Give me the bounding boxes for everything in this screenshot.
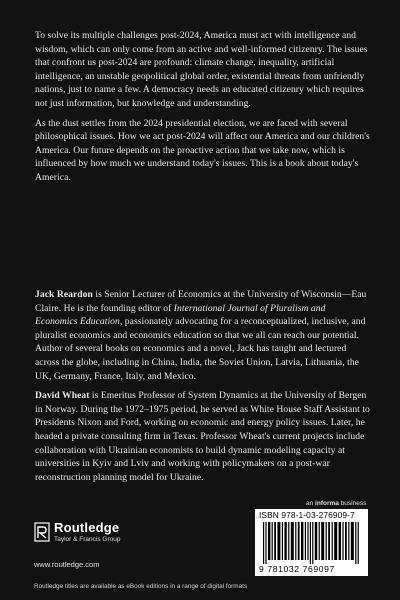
author-name: Jack Reardon — [35, 289, 93, 300]
journal-title: International Journal of Pluralism and Economics Education — [35, 302, 326, 328]
blurb-paragraph-2: As the dust settles from the 2024 presidential election, we are faced with several philosophical issues. How we act post-2024 will affect our America and our children's America. Our future depends on the proactive action that we take now, which is influenced by how much we understand today's issues. This is a book about today's America. — [35, 117, 370, 183]
publisher-name: Routledge — [54, 520, 120, 535]
author-name: David Wheat — [35, 390, 90, 402]
bio-text: is Senior Lecturer of Economics at the University of Wisconsin—Eau Claire. He is the founding editor of — [35, 289, 367, 314]
isbn-label: ISBN 978-1-03-276909-7 — [259, 510, 355, 520]
publisher-group: Taylor & Francis Group — [54, 536, 121, 543]
barcode-panel — [255, 509, 368, 576]
routledge-emblem-icon — [34, 522, 50, 542]
publisher-website[interactable]: www.routledge.com — [34, 560, 100, 569]
blurb — [35, 29, 370, 185]
informa-business-tag — [306, 500, 366, 507]
informa-word: informa — [315, 500, 339, 507]
barcode-number: 9 781032 769097 — [259, 564, 335, 574]
barcode-icon — [263, 522, 361, 564]
informa-suffix: business — [338, 500, 367, 507]
blurb-paragraph-1: To solve its multiple challenges post-2024, America must act with intelligence and wisdom, which can only come from an active and well-informed citizenry. The issues that confront us post-2024 are profound: climate change, inequality, artificial intelligence, an unstable geopolitical global order, existential threats from unfriendly nations, just to name a few. A democracy needs an educated citizenry which requires not just information, but knowledge and understanding. — [35, 30, 368, 109]
bio-david-wheat — [35, 389, 370, 484]
author-bios — [35, 288, 370, 484]
ebook-note: Routledge titles are available as eBook editions in a range of digital formats — [34, 583, 248, 590]
bio-jack-reardon — [35, 288, 370, 383]
informa-prefix: an — [306, 500, 316, 507]
publisher-logo — [34, 520, 174, 560]
bio-text: , passionately advocating for a reconceptualized, inclusive, and pluralist economics and economics education so that we all can reach our potential. Author of several books on economics and a novel, Jack has taught and lectured across the globe, including in China, India, the Soviet Union, Latvia, Lithuania, the UK, Germany, France, Italy, and Mexico. — [35, 316, 366, 382]
bio-text: is Emeritus Professor of System Dynamics at the University of Bergen in Norway. During the 1972–1975 period, he served as White House Staff Assistant to Presidents Nixon and Ford, working on economic and energy policy issues. Later, he headed a private consulting firm in Texas. Professor Wheat's current projects include collaboration with Ukrainian economists to build dynamic modeling capacity at universities in Kyiv and Lviv and working with policymakers on a post-war reconstruction planning model for Ukraine. — [35, 390, 370, 483]
